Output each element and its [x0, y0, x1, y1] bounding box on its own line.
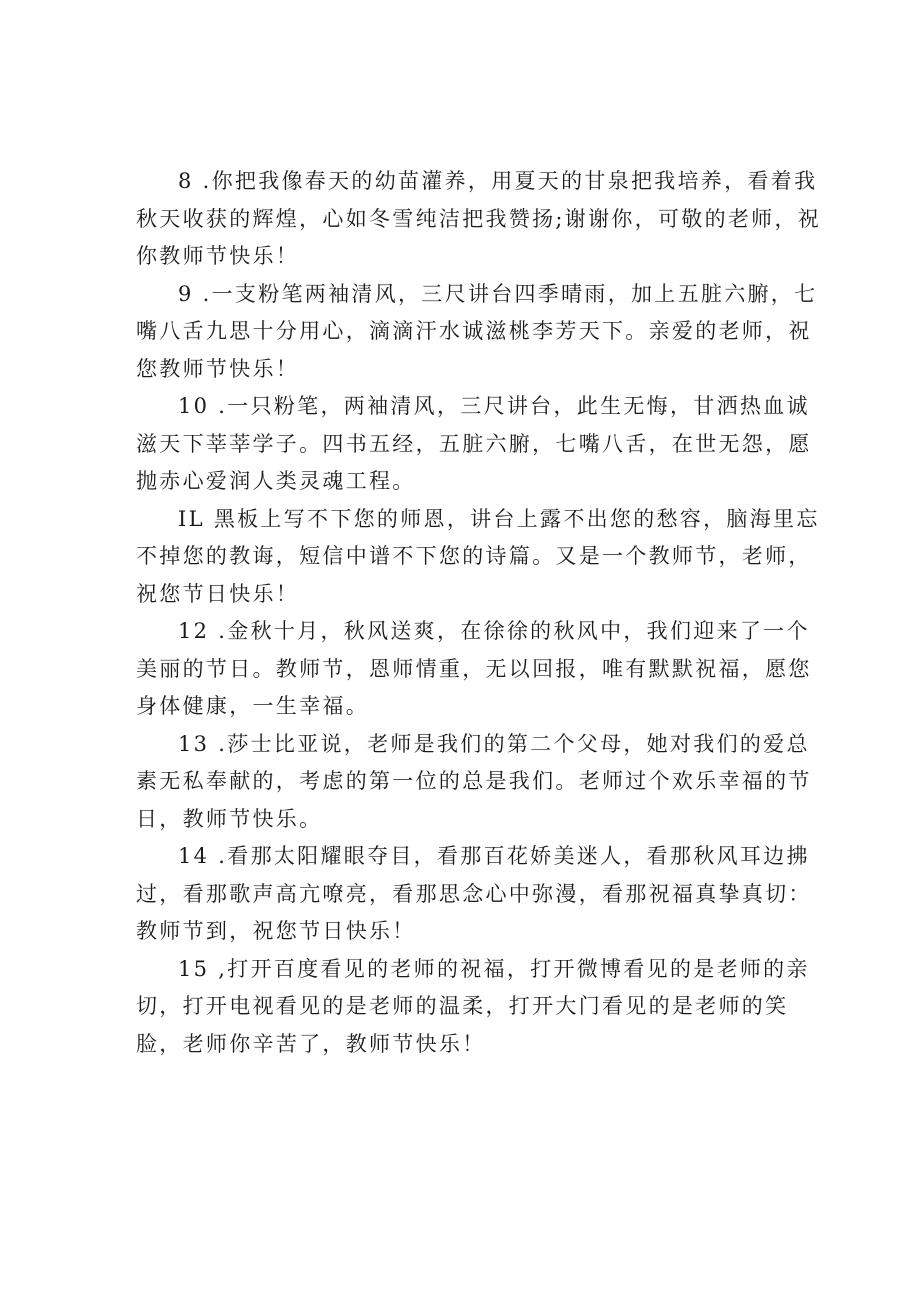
paragraph-line: 您教师节快乐！ — [136, 356, 300, 381]
paragraph-14 — [136, 838, 812, 951]
paragraph-line: 13 .莎士比亚说，老师是我们的第二个父母，她对我们的爱总 — [178, 731, 810, 756]
paragraph-line: 9 .一支粉笔两袖清风，三尺讲台四季晴雨，加上五脏六腑，七 — [178, 281, 818, 306]
paragraph-line: 教师节到，祝您节日快乐！ — [136, 919, 416, 943]
paragraph-line: 素无私奉献的，考虑的第一位的总是我们。老师过个欢乐幸福的节 — [136, 769, 812, 793]
paragraph-line: 脸，老师你辛苦了，教师节快乐！ — [136, 1031, 486, 1056]
paragraph-line: 过，看那歌声高亢嘹亮，看那思念心中弥漫，看那祝福真挚真切： — [136, 881, 812, 906]
paragraph-line: 美丽的节日。教师节，恩师情重，无以回报，唯有默默祝福，愿您 — [136, 656, 812, 681]
paragraph-line: 日，教师节快乐。 — [136, 806, 323, 831]
paragraph-11 — [136, 501, 820, 614]
paragraph-line: IL 黑板上写不下您的师恩，讲台上露不出您的愁容，脑海里忘 — [178, 506, 820, 531]
paragraph-15 — [136, 951, 810, 1064]
paragraph-line: 15 ,打开百度看见的老师的祝福，打开微博看见的是老师的亲 — [178, 956, 810, 981]
paragraph-13 — [136, 726, 812, 839]
paragraph-line: 祝您节日快乐！ — [136, 581, 300, 606]
paragraph-line: 10 .一只粉笔，两袖清风，三尺讲台，此生无悔，甘洒热血诚 — [178, 394, 810, 418]
paragraph-line: 切，打开电视看见的是老师的温柔，打开大门看见的是老师的笑 — [136, 994, 789, 1018]
paragraph-9 — [136, 276, 818, 389]
paragraph-line: 8 .你把我像春天的幼苗灌养，用夏天的甘泉把我培养，看着我 — [178, 169, 818, 193]
paragraph-line: 滋天下莘莘学子。四书五经，五脏六腑，七嘴八舌，在世无怨，愿 — [136, 431, 812, 456]
paragraph-line: 秋天收获的辉煌，心如冬雪纯洁把我赞扬;谢谢你，可敬的老师，祝 — [136, 206, 822, 231]
paragraph-8 — [136, 163, 822, 276]
paragraph-line: 你教师节快乐！ — [136, 244, 300, 268]
paragraph-10 — [136, 388, 812, 501]
paragraph-12 — [136, 613, 812, 726]
paragraph-line: 14 .看那太阳耀眼夺目，看那百花娇美迷人，看那秋风耳边拂 — [178, 844, 810, 868]
paragraph-line: 12 .金秋十月，秋风送爽，在徐徐的秋风中，我们迎来了一个 — [178, 619, 810, 643]
paragraph-line: 不掉您的教诲，短信中谱不下您的诗篇。又是一个教师节，老师， — [136, 544, 812, 568]
paragraph-line: 抛赤心爱润人类灵魂工程。 — [136, 469, 416, 493]
document-body — [136, 163, 822, 1063]
paragraph-line: 嘴八舌九思十分用心，滴滴汗水诚滋桃李芳天下。亲爱的老师，祝 — [136, 319, 812, 343]
paragraph-line: 身体健康，一生幸福。 — [136, 694, 369, 718]
